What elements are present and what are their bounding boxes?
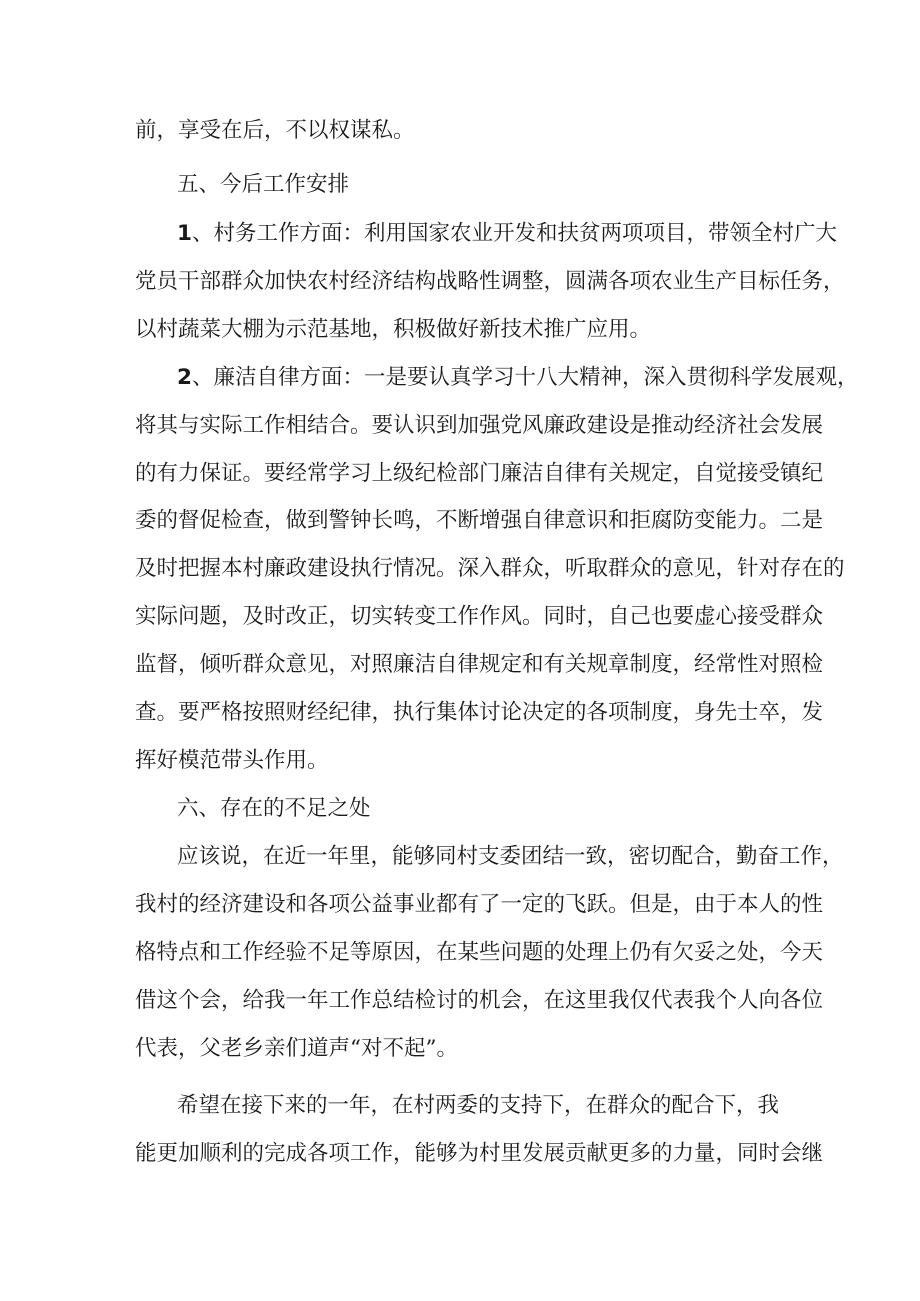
text-line: 应该说，在近一年里，能够同村支委团结一致，密切配合，勤奋工作，: [177, 844, 844, 869]
text-line: 委的督促检查，做到警钟长鸣，不断增强自律意识和拒腐防变能力。二是: [135, 508, 824, 533]
text-line: 查。要严格按照财经纪律，执行集体讨论决定的各项制度，身先士卒，发: [135, 700, 824, 725]
list-item-text: 、廉洁自律方面：一是要认真学习十八大精神，深入贯彻科学发展观，: [191, 365, 859, 390]
section-heading-six: 六、存在的不足之处: [177, 796, 371, 821]
text-line: 希望在接下来的一年，在村两委的支持下，在群众的配合下，我: [177, 1093, 780, 1118]
text-line: 及时把握本村廉政建设执行情况。深入群众，听取群众的意见，针对存在的: [135, 556, 845, 581]
text-line: 的有力保证。要经常学习上级纪检部门廉洁自律有关规定，自觉接受镇纪: [135, 461, 824, 486]
text-line: 借这个会，给我一年工作总结检讨的机会，在这里我仅代表我个人向各位: [135, 988, 824, 1013]
text-line: 格特点和工作经验不足等原因，在某些问题的处理上仍有欠妥之处，今天: [135, 940, 824, 965]
section-heading-five: 五、今后工作安排: [177, 172, 350, 197]
list-item-1: [177, 220, 837, 248]
text-line: 前，享受在后，不以权谋私。: [135, 118, 415, 143]
list-number: 1: [177, 221, 192, 246]
text-line: 实际问题，及时改正，切实转变工作作风。同时，自己也要虚心接受群众: [135, 604, 824, 629]
text-line: 将其与实际工作相结合。要认识到加强党风廉政建设是推动经济社会发展: [135, 413, 824, 438]
list-item-text: 、村务工作方面：利用国家农业开发和扶贫两项项目，带领全村广大: [191, 221, 837, 246]
list-item-2: [177, 364, 858, 392]
text-line: 能更加顺利的完成各项工作，能够为村里发展贡献更多的力量，同时会继: [135, 1141, 824, 1166]
text-line: 监督，倾听群众意见，对照廉洁自律规定和有关规章制度，经常性对照检: [135, 652, 824, 677]
text-line: 代表，父老乡亲们道声“对不起”。: [135, 1036, 458, 1061]
text-line: 党员干部群众加快农村经济结构战略性调整，圆满各项农业生产目标任务，: [135, 269, 845, 294]
text-line: 以村蔬菜大棚为示范基地，积极做好新技术推广应用。: [135, 317, 652, 342]
text-line: 挥好模范带头作用。: [135, 748, 329, 773]
list-number: 2: [177, 365, 192, 390]
text-line: 我村的经济建设和各项公益事业都有了一定的飞跃。但是，由于本人的性: [135, 892, 824, 917]
